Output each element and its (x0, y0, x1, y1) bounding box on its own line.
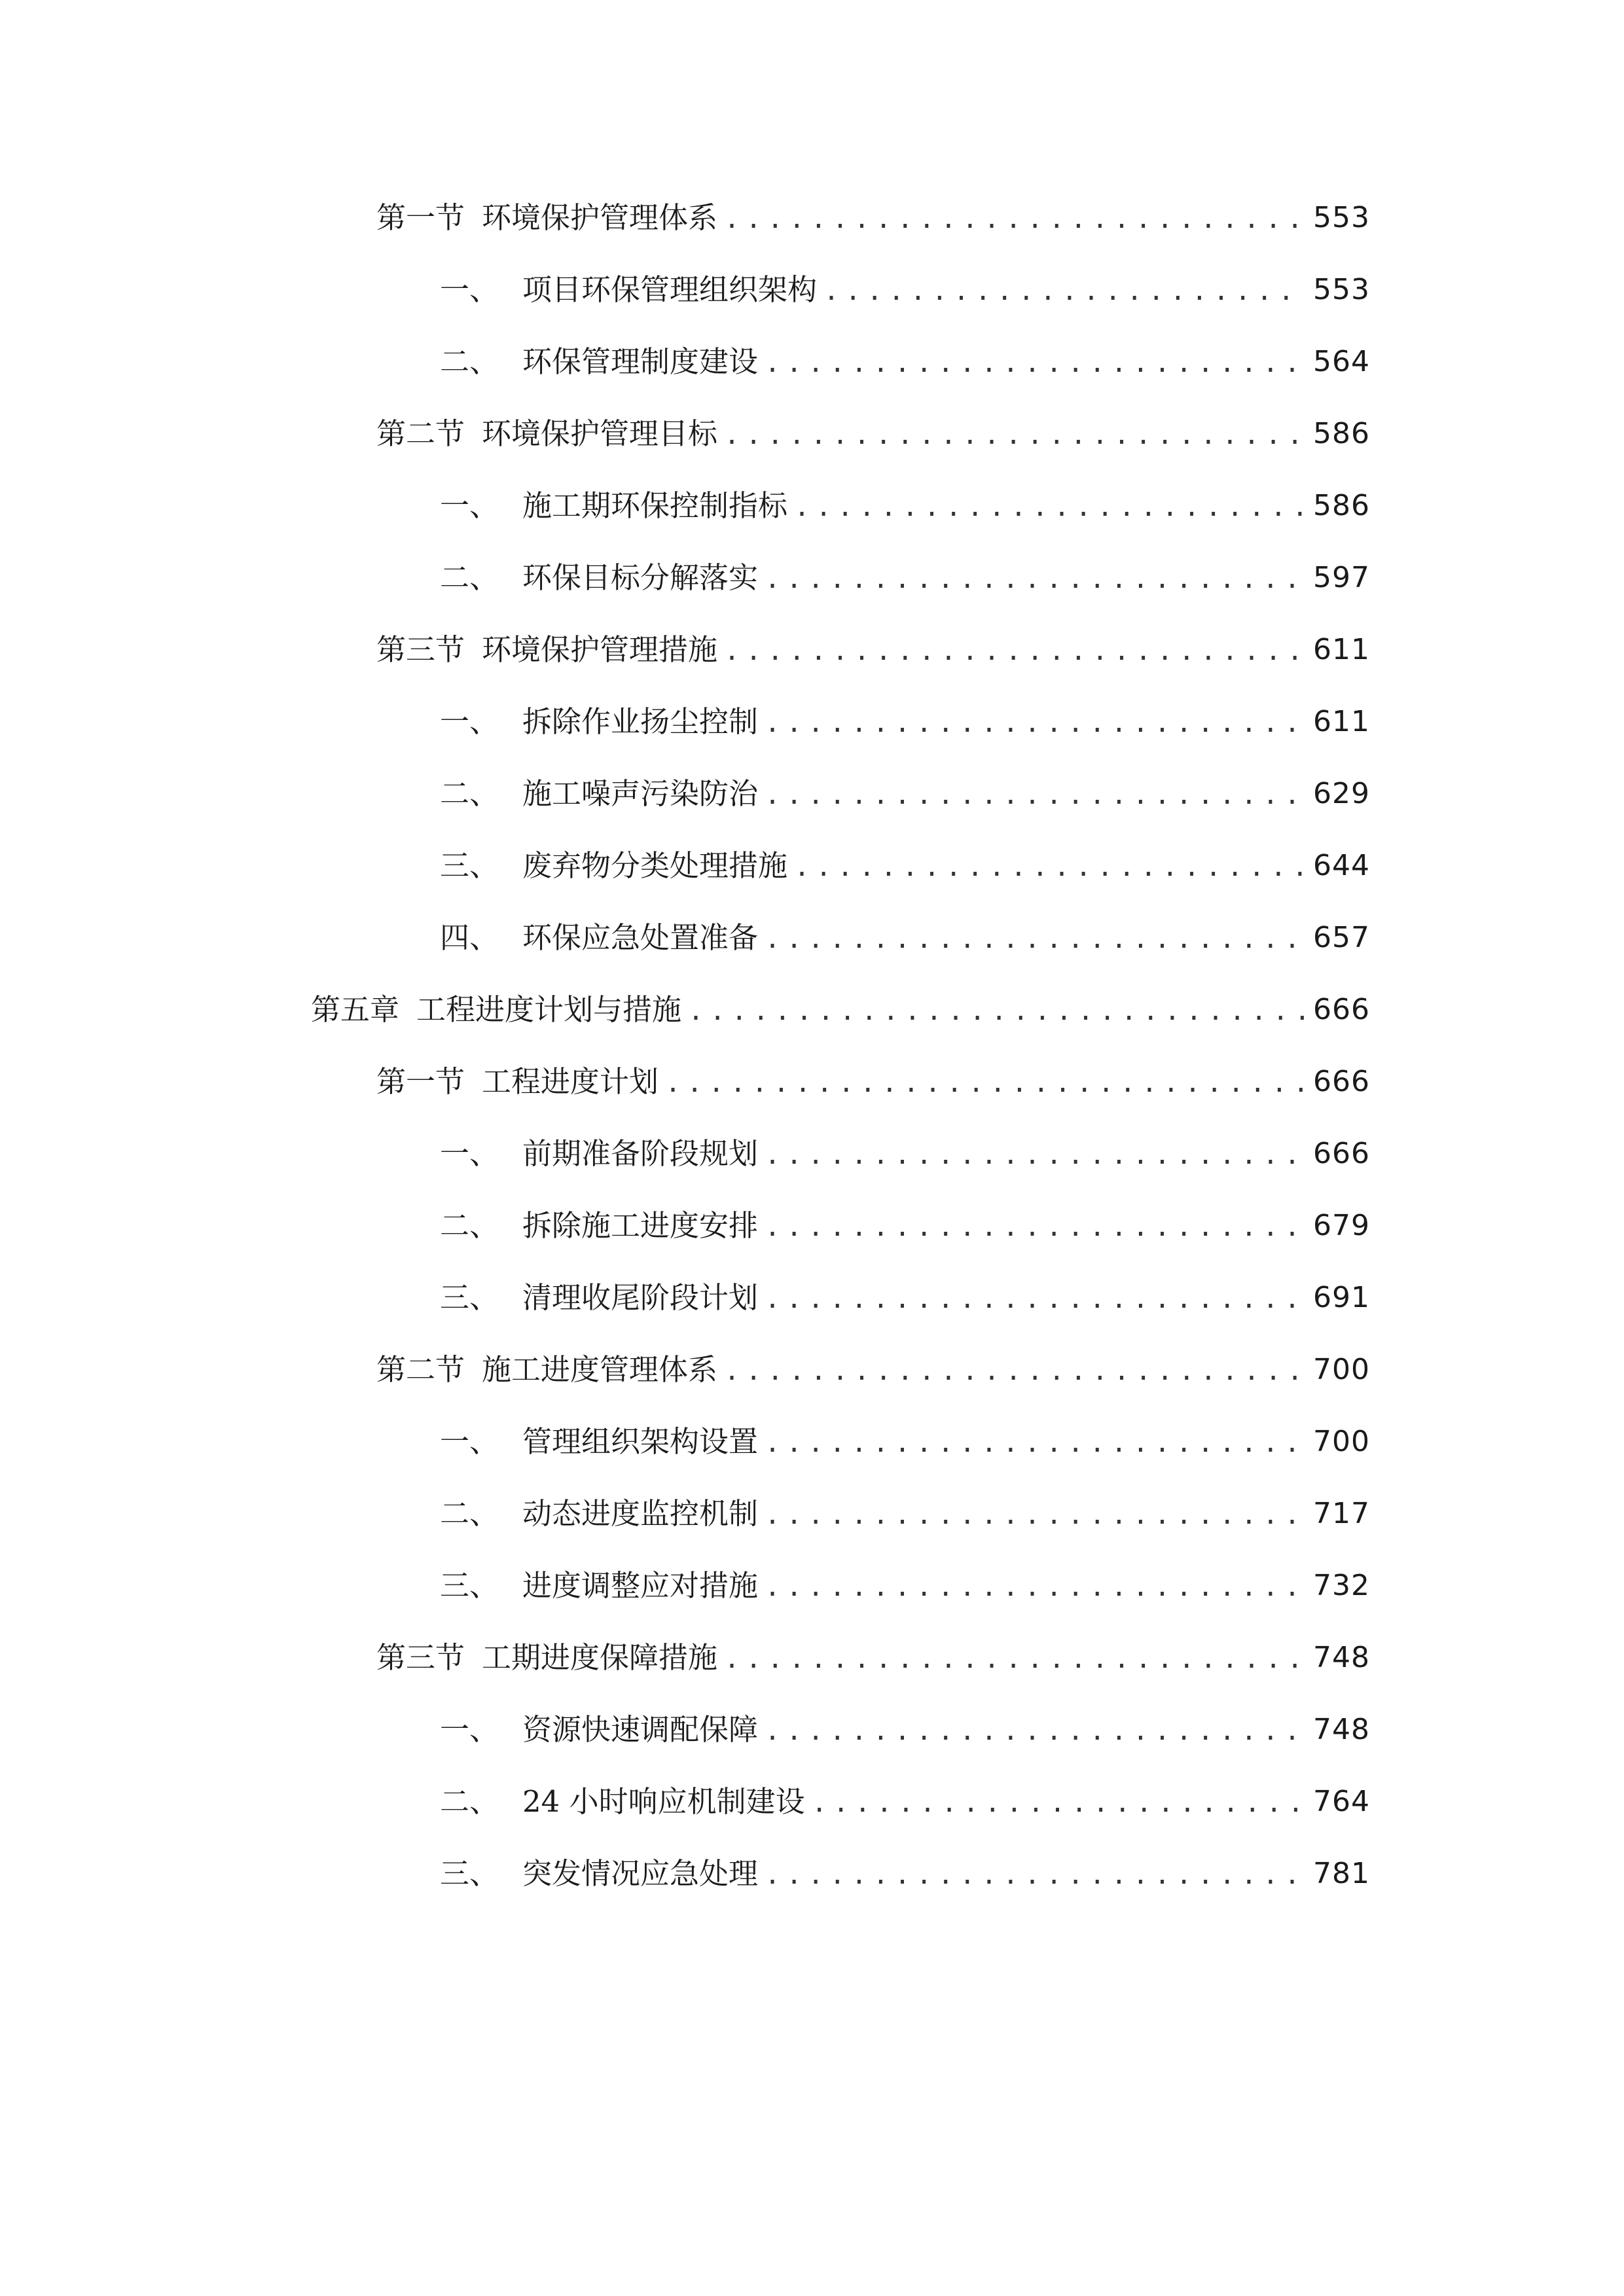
toc-entry-page: 748 (1313, 1713, 1370, 1746)
toc-entry-page: 666 (1313, 993, 1370, 1026)
toc-entry-page: 679 (1313, 1209, 1370, 1242)
toc-entry-number: 第一节 (376, 1064, 465, 1099)
toc-entry-number: 一、 (440, 1424, 499, 1459)
toc-entry-page: 611 (1313, 705, 1370, 738)
toc-entry[interactable] (440, 1848, 1370, 1900)
toc-entry-title: 拆除施工进度安排 (522, 1208, 759, 1243)
toc-entry-page: 666 (1313, 1137, 1370, 1170)
dot-leader (724, 193, 1304, 245)
dot-leader (665, 1057, 1304, 1109)
toc-entry-number: 一、 (440, 1136, 499, 1171)
dot-leader (765, 1561, 1304, 1613)
toc-entry[interactable] (440, 1272, 1370, 1324)
dot-leader (812, 1777, 1304, 1829)
toc-entry[interactable] (440, 696, 1370, 748)
dot-leader (765, 1273, 1304, 1325)
toc-entry-number: 一、 (440, 488, 499, 523)
toc-entry-title: 施工噪声污染防治 (522, 776, 759, 811)
toc-entry-number: 二、 (440, 776, 499, 811)
toc-entry-number: 第二节 (376, 416, 465, 451)
dot-leader (765, 553, 1304, 605)
dot-leader (724, 625, 1304, 677)
dot-leader (823, 265, 1304, 317)
toc-entry-number: 一、 (440, 1712, 499, 1747)
dot-leader (724, 1345, 1304, 1397)
dot-leader (794, 841, 1304, 893)
toc-entry-number: 二、 (440, 344, 499, 379)
toc-entry-title: 进度调整应对措施 (522, 1568, 759, 1603)
toc-entry-title: 突发情况应急处理 (522, 1856, 759, 1891)
toc-entry-page: 666 (1313, 1065, 1370, 1098)
dot-leader (688, 985, 1304, 1037)
toc-entry-page: 611 (1313, 633, 1370, 666)
toc-entry-page: 764 (1313, 1785, 1370, 1818)
toc-entry[interactable] (440, 768, 1370, 820)
dot-leader (765, 913, 1304, 965)
dot-leader (765, 697, 1304, 749)
toc-entry-title: 清理收尾阶段计划 (522, 1280, 759, 1315)
dot-leader (765, 1417, 1304, 1469)
toc-entry-number: 二、 (440, 1784, 499, 1819)
dot-leader (765, 1849, 1304, 1901)
toc-entry[interactable] (440, 1560, 1370, 1612)
toc-entry-title: 环境保护管理体系 (482, 200, 718, 235)
toc-entry[interactable] (440, 1704, 1370, 1756)
toc-entry[interactable] (440, 840, 1370, 892)
toc-entry[interactable] (440, 552, 1370, 604)
toc-entry[interactable] (440, 912, 1370, 964)
toc-entry[interactable] (376, 624, 1370, 676)
toc-entry-number: 第三节 (376, 632, 465, 667)
toc-entry-title: 工程进度计划 (482, 1064, 659, 1099)
toc-entry-page: 629 (1313, 777, 1370, 810)
toc-entry[interactable] (440, 480, 1370, 532)
toc-entry-page: 691 (1313, 1281, 1370, 1314)
toc-entry-number: 三、 (440, 1568, 499, 1603)
toc-entry-title: 工程进度计划与措施 (416, 992, 682, 1027)
toc-entry-page: 644 (1313, 849, 1370, 882)
toc-entry[interactable] (440, 1200, 1370, 1252)
toc-entry-number: 二、 (440, 1496, 499, 1531)
toc-entry-page: 732 (1313, 1569, 1370, 1602)
toc-entry-title: 施工期环保控制指标 (522, 488, 788, 523)
toc-entry-number: 第三节 (376, 1640, 465, 1675)
toc-entry-title: 环境保护管理目标 (482, 416, 718, 451)
toc-entry-title: 24 小时响应机制建设 (522, 1784, 805, 1819)
toc-entry-number: 三、 (440, 1280, 499, 1315)
toc-entry-page: 700 (1313, 1353, 1370, 1386)
toc-entry[interactable] (440, 1128, 1370, 1180)
toc-entry-page: 586 (1313, 489, 1370, 522)
dot-leader (765, 1705, 1304, 1757)
toc-entry-page: 700 (1313, 1425, 1370, 1458)
toc-entry-title: 项目环保管理组织架构 (522, 272, 818, 307)
toc-entry-title: 前期准备阶段规划 (522, 1136, 759, 1171)
toc-entry-title: 环境保护管理措施 (482, 632, 718, 667)
dot-leader (765, 337, 1304, 389)
dot-leader (724, 409, 1304, 461)
toc-entry-number: 第二节 (376, 1352, 465, 1387)
toc-entry[interactable] (376, 408, 1370, 460)
toc-entry-title: 资源快速调配保障 (522, 1712, 759, 1747)
toc-entry-page: 564 (1313, 345, 1370, 378)
toc-entry[interactable] (440, 1416, 1370, 1468)
toc-entry-number: 一、 (440, 704, 499, 739)
toc-entry-title: 环保应急处置准备 (522, 920, 759, 955)
toc-entry-page: 586 (1313, 417, 1370, 450)
toc-entry[interactable] (440, 1776, 1370, 1828)
toc-entry[interactable] (376, 192, 1370, 244)
dot-leader (765, 769, 1304, 821)
dot-leader (765, 1201, 1304, 1253)
toc-entry-title: 环保目标分解落实 (522, 560, 759, 595)
toc-entry-number: 三、 (440, 1856, 499, 1891)
toc-entry-number: 四、 (440, 920, 499, 955)
toc-entry-title: 拆除作业扬尘控制 (522, 704, 759, 739)
toc-entry[interactable] (376, 1344, 1370, 1396)
dot-leader (765, 1129, 1304, 1181)
toc-entry-title: 施工进度管理体系 (482, 1352, 718, 1387)
dot-leader (794, 481, 1304, 533)
toc-entry-page: 657 (1313, 921, 1370, 954)
dot-leader (724, 1633, 1304, 1685)
toc-entry-title: 环保管理制度建设 (522, 344, 759, 379)
toc-entry[interactable] (440, 336, 1370, 388)
toc-entry-page: 748 (1313, 1641, 1370, 1674)
toc-entry-title: 管理组织架构设置 (522, 1424, 759, 1459)
toc-entry[interactable] (311, 984, 1370, 1036)
toc-entry-number: 三、 (440, 848, 499, 883)
toc-entry[interactable] (376, 1056, 1370, 1108)
toc-entry-page: 553 (1313, 273, 1370, 306)
toc-entry-title: 工期进度保障措施 (482, 1640, 718, 1675)
toc-entry-title: 动态进度监控机制 (522, 1496, 759, 1531)
toc-entry-number: 二、 (440, 1208, 499, 1243)
toc-entry[interactable] (440, 1488, 1370, 1540)
toc-entry-number: 一、 (440, 272, 499, 307)
toc-entry-page: 717 (1313, 1497, 1370, 1530)
toc-entry[interactable] (440, 264, 1370, 316)
toc-entry-number: 第五章 (311, 992, 400, 1027)
toc-entry-page: 553 (1313, 201, 1370, 234)
toc-entry-number: 第一节 (376, 200, 465, 235)
toc-entry-number: 二、 (440, 560, 499, 595)
toc-entry-title: 废弃物分类处理措施 (522, 848, 788, 883)
toc-entry-page: 781 (1313, 1857, 1370, 1890)
toc-entry-page: 597 (1313, 561, 1370, 594)
dot-leader (765, 1489, 1304, 1541)
toc-entry[interactable] (376, 1632, 1370, 1684)
